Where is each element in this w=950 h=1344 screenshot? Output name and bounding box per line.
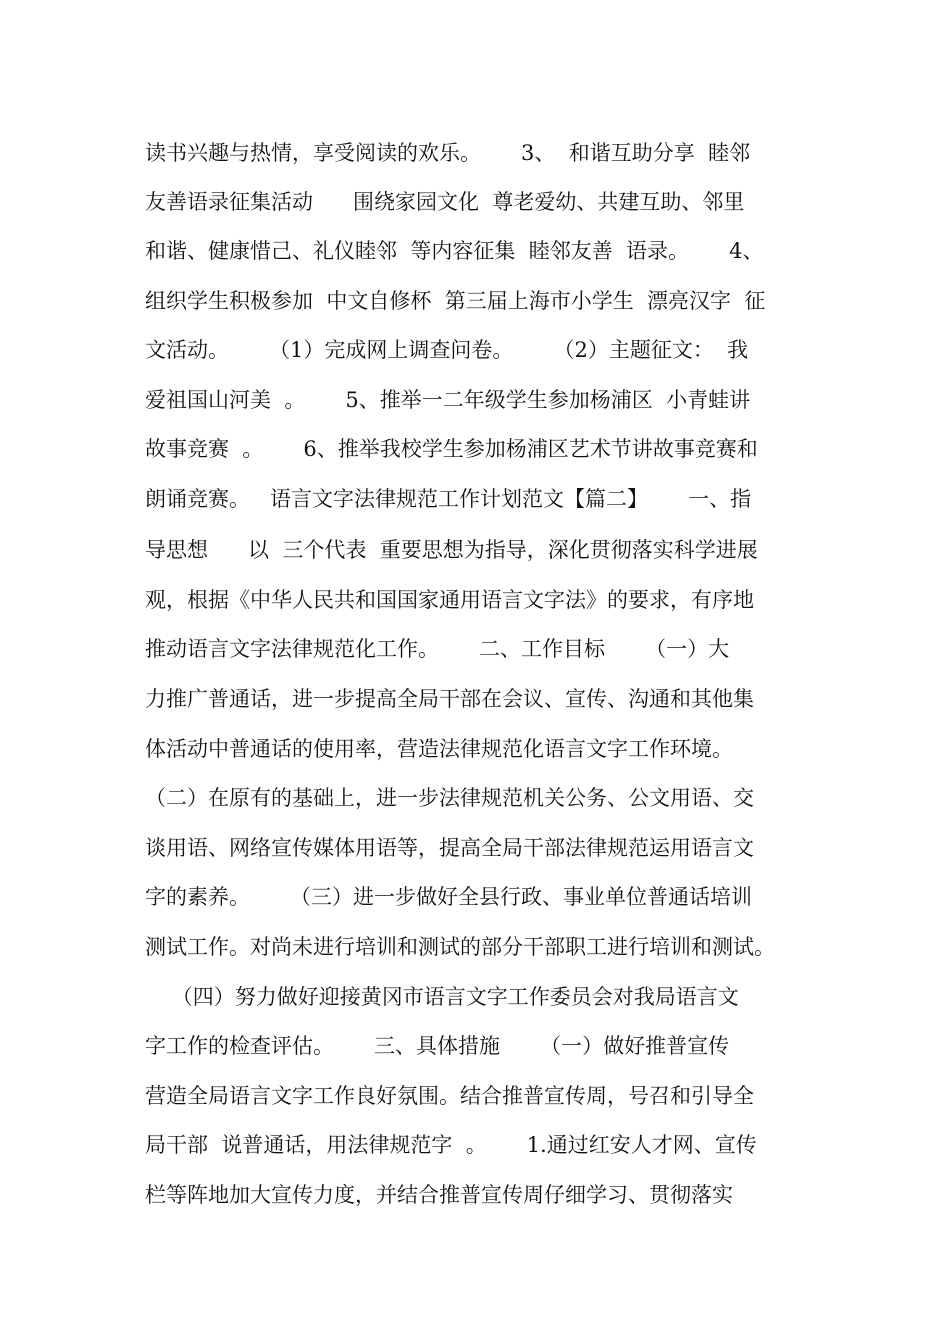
text-line: 栏等阵地加大宣传力度，并结合推普宣传周仔细学习、贯彻落实 [145,1183,733,1207]
text-line: 友善语录征集活动 围绕家园文化 尊老爱幼、共建互助、邻里 [145,190,745,214]
text-line: 和谐、健康惜己、礼仪睦邻 等内容征集 睦邻友善 语录。 4、 [145,239,764,263]
text-line: 局干部 说普通话，用法律规范字 。 1.通过红安人才网、宣传 [145,1133,757,1157]
text-line: 字工作的检查评估。 三、具体措施 （一）做好推普宣传 [145,1034,730,1058]
text-line: （四）努力做好迎接黄冈市语言文字工作委员会对我局语言文 [145,985,739,1009]
text-line: 组织学生积极参加 中文自修杯 第三届上海市小学生 漂亮汉字 征 [145,289,766,313]
text-line: 力推广普通话，进一步提高全局干部在会议、宣传、沟通和其他集 [145,687,754,711]
text-line: 推动语言文字法律规范化工作。 二、工作目标 （一）大 [145,637,730,661]
text-line: 观，根据《中华人民共和国国家通用语言文字法》的要求，有序地 [145,588,754,612]
text-line: 谈用语、网络宣传媒体用语等，提高全局干部法律规范运用语言文 [145,836,754,860]
text-line: 测试工作。对尚未进行培训和测试的部分干部职工进行培训和测试。 [145,935,775,959]
text-line: 读书兴趣与热情，享受阅读的欢乐。 3、 和谐互助分享 睦邻 [145,141,751,165]
text-line: （二）在原有的基础上，进一步法律规范机关公务、公文用语、交 [145,786,754,810]
text-line: 文活动。 （1）完成网上调查问卷。 （2）主题征文： 我 [145,338,749,362]
text-line: 朗诵竞赛。 语言文字法律规范工作计划范文【篇二】 一、指 [145,487,752,511]
text-line: 体活动中普通话的使用率，营造法律规范化语言文字工作环境。 [145,737,733,761]
text-line: 故事竞赛 。 6、推举我校学生参加杨浦区艺术节讲故事竞赛和 [145,437,758,461]
text-line: 字的素养。 （三）进一步做好全县行政、事业单位普通话培训 [145,885,753,909]
text-line: 爱祖国山河美 。 5、推举一二年级学生参加杨浦区 小青蛙讲 [145,388,751,412]
text-line: 营造全局语言文字工作良好氛围。结合推普宣传周，号召和引导全 [145,1084,754,1108]
text-line: 导思想 以 三个代表 重要思想为指导，深化贯彻落实科学进展 [145,538,758,562]
